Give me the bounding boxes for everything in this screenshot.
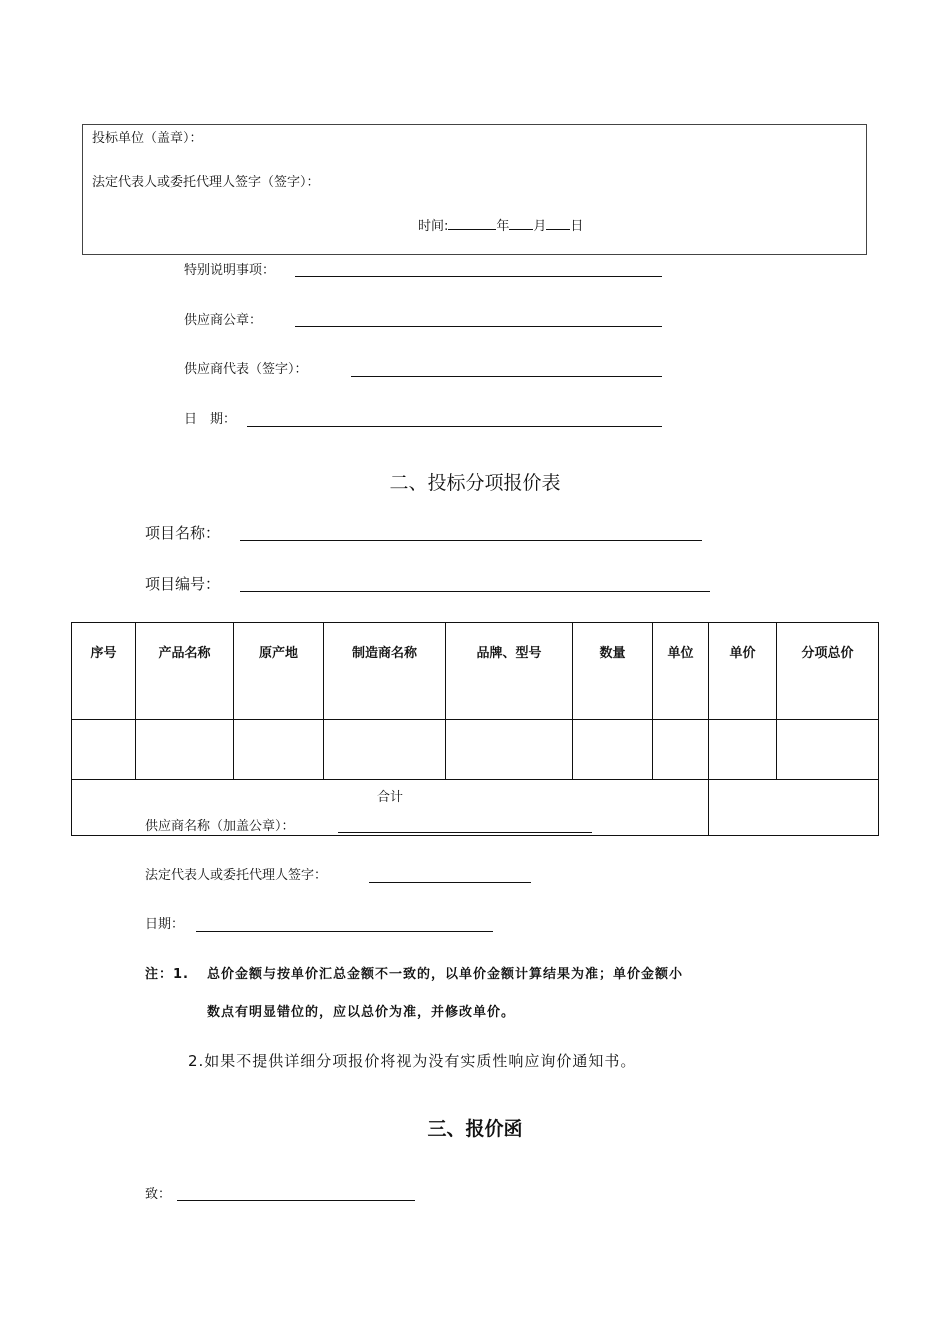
table-cell[interactable] (234, 720, 324, 780)
legal-rep-sign-blank[interactable] (369, 882, 531, 883)
quote-table (71, 622, 879, 836)
project-number-blank[interactable] (240, 591, 710, 592)
supplier-seal-label: 供应商公章： (184, 313, 263, 328)
table-header: 数量 (573, 623, 653, 720)
bidder-seal-label: 投标单位（盖章）： (92, 131, 203, 146)
table-header: 原产地 (234, 623, 324, 720)
year-label: 年 (496, 219, 510, 234)
note-line-1: 总价金额与按单价汇总金额不一致的，以单价金额计算结果为准；单价金额小 (207, 967, 684, 982)
legal-rep-sign-label: 法定代表人或委托代理人签字（签字）： (92, 175, 320, 190)
day-blank[interactable] (546, 217, 570, 230)
time-label: 时间: (418, 219, 449, 234)
table-cell[interactable] (573, 720, 653, 780)
table-header: 产品名称 (136, 623, 234, 720)
note-item-2: 2.如果不提供详细分项报价将视为没有实质性响应询价通知书。 (188, 1052, 637, 1070)
table-header: 单位 (653, 623, 709, 720)
table-cell[interactable] (72, 720, 136, 780)
section-3-title: 三、报价函 (427, 1118, 523, 1140)
table-header-row (72, 623, 879, 720)
table-cell[interactable] (324, 720, 446, 780)
date-blank-2[interactable] (196, 931, 493, 932)
day-label: 日 (570, 219, 584, 234)
date-label: 日 期： (184, 412, 237, 427)
table-cell[interactable] (653, 720, 709, 780)
note-line-2: 数点有明显错位的，应以总价为准，并修改单价。 (207, 1005, 516, 1020)
date-blank[interactable] (247, 426, 662, 427)
section-2-title: 二、投标分项报价表 (389, 472, 561, 494)
total-value-cell[interactable] (709, 780, 879, 836)
project-number-label: 项目编号： (145, 575, 221, 593)
special-notes-label: 特别说明事项： (184, 263, 276, 278)
legal-rep-sign-label-2: 法定代表人或委托代理人签字： (145, 868, 328, 883)
table-header: 品牌、型号 (446, 623, 573, 720)
table-header: 制造商名称 (324, 623, 446, 720)
table-cell[interactable] (446, 720, 573, 780)
table-header: 分项总价 (777, 623, 879, 720)
special-notes-blank[interactable] (295, 276, 662, 277)
year-blank[interactable] (448, 217, 496, 230)
supplier-name-blank[interactable] (338, 832, 592, 833)
to-blank[interactable] (177, 1200, 415, 1201)
table-cell[interactable] (136, 720, 234, 780)
project-name-label: 项目名称： (145, 524, 221, 542)
total-label: 合计 (72, 780, 709, 836)
to-label: 致： (145, 1187, 172, 1202)
supplier-name-label: 供应商名称（加盖公章）： (145, 819, 295, 834)
time-row (418, 217, 583, 236)
supplier-seal-blank[interactable] (295, 326, 662, 327)
month-blank[interactable] (509, 217, 533, 230)
note-prefix: 注：1. (145, 967, 189, 982)
table-header: 序号 (72, 623, 136, 720)
table-row (72, 720, 879, 780)
project-name-blank[interactable] (240, 540, 702, 541)
table-cell[interactable] (777, 720, 879, 780)
table-cell[interactable] (709, 720, 777, 780)
table-header: 单价 (709, 623, 777, 720)
supplier-rep-blank[interactable] (351, 376, 662, 377)
date-label-2: 日期： (145, 917, 185, 932)
supplier-rep-label: 供应商代表（签字）： (184, 362, 308, 377)
month-label: 月 (533, 219, 547, 234)
